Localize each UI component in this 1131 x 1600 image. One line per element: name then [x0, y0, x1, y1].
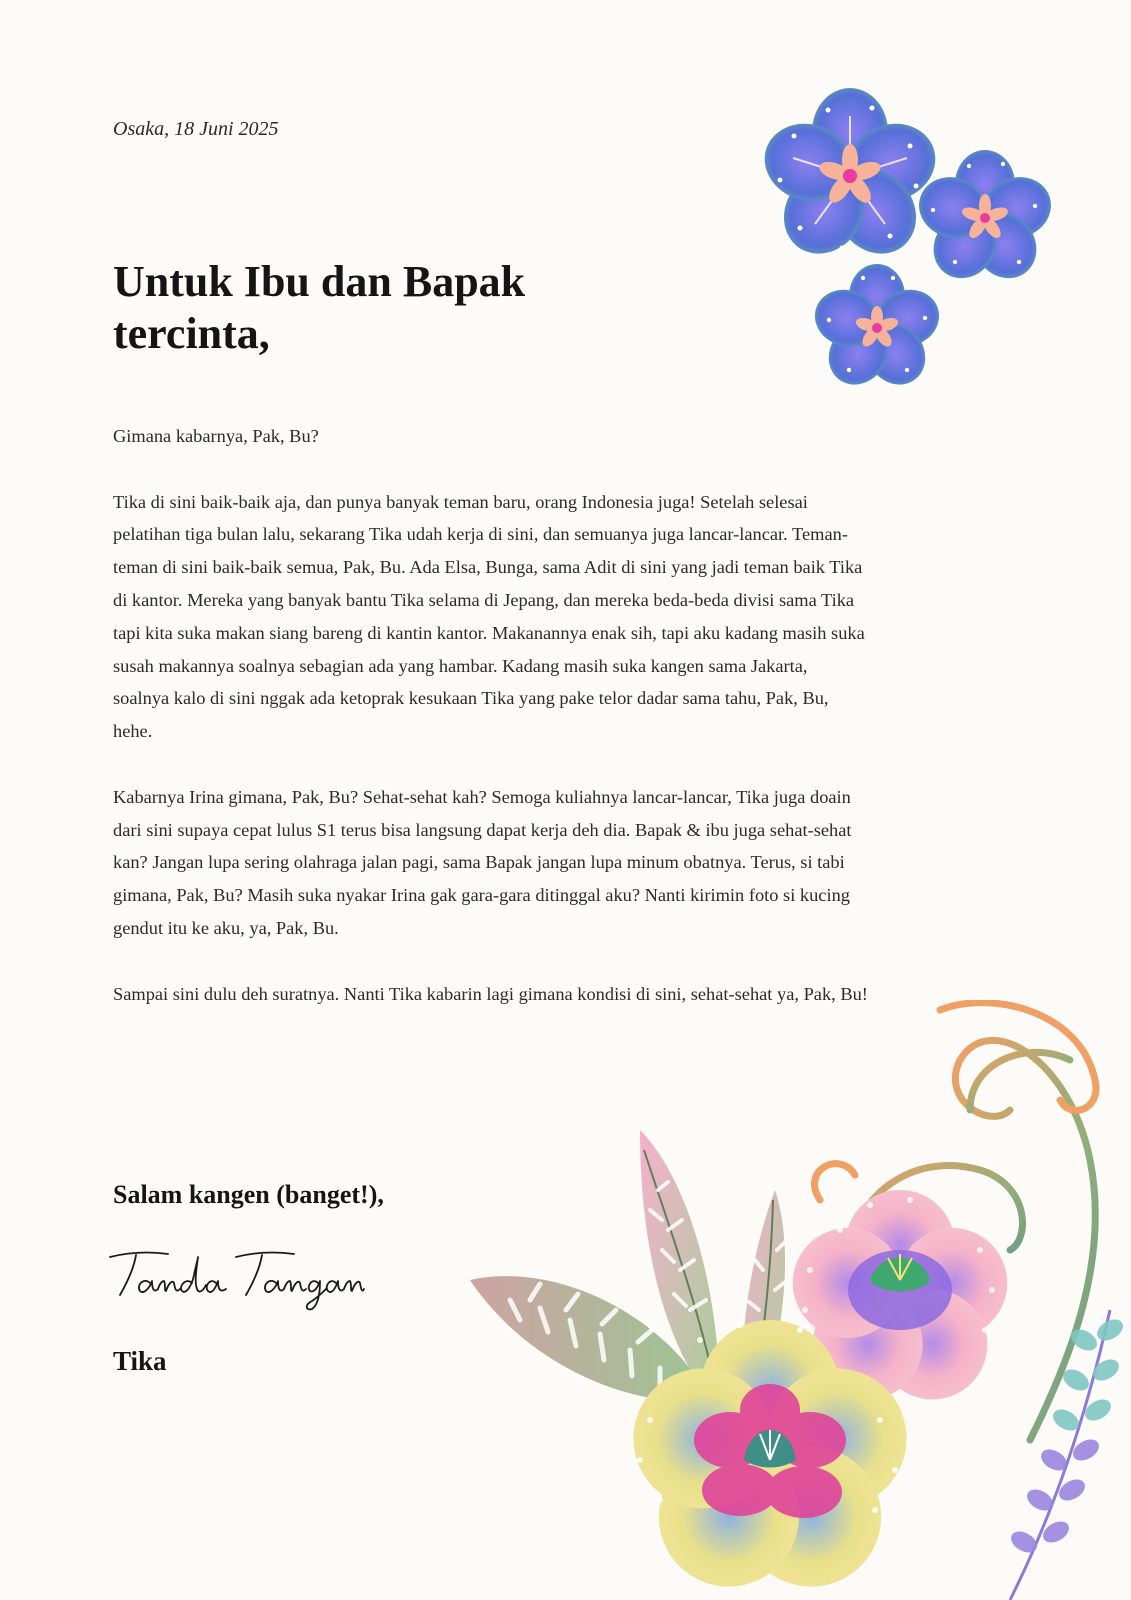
title-line-1: Untuk Ibu dan Bapak [113, 257, 526, 306]
closing: Salam kangen (banget!), [113, 1180, 384, 1209]
blue-flowers-icon [740, 88, 1070, 398]
paragraph-1: Tika di sini baik-baik aja, dan punya banyak teman baru, orang Indonesia juga! Setelah selesai pelatihan tiga bulan lalu, sekarang Tika udah kerja di sini, dan semuanya juga lancar-lancar. Teman-teman di sini baik-baik semua, Pak, Bu. Ada Elsa, Bunga, sama Adit di sini yang jadi teman baik Tika di kantor. Mereka yang banyak bantu Tika selama di Jepang, dan mereka beda-beda divisi sama Tika tapi kita suka makan siang bareng di kantin kantor. Makanannya enak sih, tapi aku kadang masih suka susah makannya soalnya sebagian ada yang hambar. Kadang masih suka kangen sama Jakarta, soalnya kalo di sini nggak ada ketoprak kesukaan Tika yang pake telor dadar sama tahu, Pak, Bu, hehe. [113, 491, 865, 742]
paragraph-2: Kabarnya Irina gimana, Pak, Bu? Sehat-sehat kah? Semoga kuliahnya lancar-lancar, Tika juga doain dari sini supaya cepat lulus S1 terus bisa langsung dapat kerja deh dia. Bapak & ibu juga sehat-sehat kan? Jangan lupa sering olahraga jalan pagi, sama Bapak jangan lupa minum obatnya. Terus, si tabi gimana, Pak, Bu? Masih suka nyakar Irina gak gara-gara ditinggal aku? Nanti kirimin foto si kucing gendut itu ke aku, ya, Pak, Bu. [113, 786, 852, 938]
letter-date: Osaka, 18 Juni 2025 [113, 118, 279, 140]
paragraph-3: Sampai sini dulu deh suratnya. Nanti Tika kabarin lagi gimana kondisi di sini, sehat-sehat ya, Pak, Bu! [113, 983, 868, 1004]
letter-title [113, 256, 633, 360]
title-line-2: tercinta, [113, 309, 270, 358]
floral-bouquet-icon [470, 1000, 1131, 1600]
signature [106, 1245, 366, 1315]
letter-body [113, 420, 868, 1043]
signer-name: Tika [113, 1346, 167, 1376]
greeting: Gimana kabarnya, Pak, Bu? [113, 426, 319, 446]
